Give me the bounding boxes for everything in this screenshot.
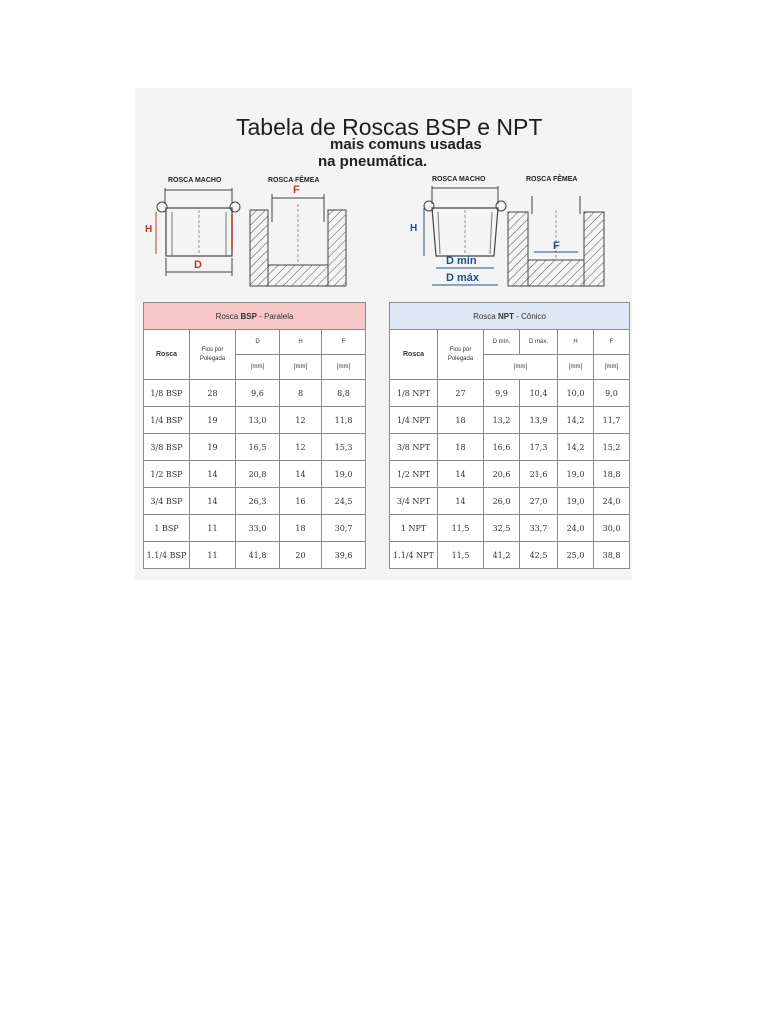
npt-cell: 24,0 — [558, 515, 594, 542]
npt-cell: 21,6 — [520, 461, 558, 488]
thread-diagrams — [0, 0, 768, 300]
bsp-table-row — [144, 407, 366, 434]
bsp-col-h: H — [280, 330, 322, 355]
bsp-col-fios: Fios por Polegada — [190, 330, 236, 380]
bsp-cell: 18 — [280, 515, 322, 542]
bsp-col-rosca: Rosca — [144, 330, 190, 380]
bsp-cell: 11 — [190, 542, 236, 569]
npt-cell: 9,0 — [594, 380, 630, 407]
bsp-cell: 8,8 — [322, 380, 366, 407]
bsp-cell: 12 — [280, 407, 322, 434]
bsp-cell: 8 — [280, 380, 322, 407]
npt-cell: 3/4 NPT — [390, 488, 438, 515]
npt-cell: 14 — [438, 461, 484, 488]
bsp-table-row — [144, 434, 366, 461]
npt-cell: 18,8 — [594, 461, 630, 488]
npt-cell: 27 — [438, 380, 484, 407]
npt-cell: 26,0 — [484, 488, 520, 515]
npt-male-diagram — [424, 186, 506, 285]
subtitle-line-1: mais comuns usadas — [330, 136, 482, 153]
bsp-cell: 19 — [190, 434, 236, 461]
npt-cell: 19,0 — [558, 461, 594, 488]
npt-unit-d: [mm] — [484, 355, 558, 380]
npt-col-dmax: D máx. — [520, 330, 558, 355]
npt-male-label: ROSCA MACHO — [432, 176, 486, 183]
npt-cell: 1/8 NPT — [390, 380, 438, 407]
bsp-cell: 1/8 BSP — [144, 380, 190, 407]
bsp-table-row — [144, 488, 366, 515]
bsp-female-label: ROSCA FÊMEA — [268, 177, 320, 184]
npt-table-row — [390, 542, 630, 569]
npt-cell: 10,0 — [558, 380, 594, 407]
bsp-h-label: H — [145, 224, 153, 235]
bsp-table — [143, 302, 366, 569]
npt-col-f: F — [594, 330, 630, 355]
bsp-cell: 1/4 BSP — [144, 407, 190, 434]
bsp-cell: 12 — [280, 434, 322, 461]
npt-cell: 18 — [438, 434, 484, 461]
npt-cell: 1/2 NPT — [390, 461, 438, 488]
bsp-cell: 26,3 — [236, 488, 280, 515]
page-title: Tabela de Roscas BSP e NPT — [236, 114, 543, 140]
bsp-cell: 28 — [190, 380, 236, 407]
bsp-cell: 20,8 — [236, 461, 280, 488]
npt-col-h: H — [558, 330, 594, 355]
bsp-cell: 16,5 — [236, 434, 280, 461]
bsp-table-row — [144, 461, 366, 488]
subtitle-line-2: na pneumática. — [318, 153, 428, 170]
bsp-cell: 16 — [280, 488, 322, 515]
npt-cell: 27,0 — [520, 488, 558, 515]
npt-f-label: F — [553, 240, 560, 252]
bsp-cell: 30,7 — [322, 515, 366, 542]
bsp-unit-f: [mm] — [322, 355, 366, 380]
npt-cell: 24,0 — [594, 488, 630, 515]
bsp-table-row — [144, 515, 366, 542]
npt-cell: 14,2 — [558, 434, 594, 461]
npt-cell: 11,5 — [438, 542, 484, 569]
npt-cell: 42,5 — [520, 542, 558, 569]
npt-table-title: Rosca NPT - Cônico — [390, 303, 630, 330]
bsp-cell: 33,0 — [236, 515, 280, 542]
npt-cell: 15,2 — [594, 434, 630, 461]
bsp-male-label: ROSCA MACHO — [168, 177, 222, 184]
bsp-unit-h: [mm] — [280, 355, 322, 380]
bsp-cell: 19,0 — [322, 461, 366, 488]
npt-table-row — [390, 434, 630, 461]
bsp-female-diagram — [250, 194, 346, 286]
npt-cell: 14,2 — [558, 407, 594, 434]
npt-cell: 17,3 — [520, 434, 558, 461]
npt-col-dmin: D mín. — [484, 330, 520, 355]
npt-table-row — [390, 407, 630, 434]
npt-table-row — [390, 380, 630, 407]
bsp-cell: 24,5 — [322, 488, 366, 515]
npt-cell: 18 — [438, 407, 484, 434]
bsp-table-row — [144, 380, 366, 407]
npt-cell: 11,5 — [438, 515, 484, 542]
bsp-cell: 3/8 BSP — [144, 434, 190, 461]
bsp-cell: 14 — [190, 461, 236, 488]
npt-cell: 30,0 — [594, 515, 630, 542]
npt-dmin-label: D mín — [446, 255, 477, 267]
bsp-col-d: D — [236, 330, 280, 355]
npt-cell: 25,0 — [558, 542, 594, 569]
npt-h-label: H — [410, 223, 418, 234]
bsp-f-label: F — [293, 184, 300, 196]
npt-cell: 20,6 — [484, 461, 520, 488]
npt-table-row — [390, 515, 630, 542]
npt-female-label: ROSCA FÊMEA — [526, 176, 578, 183]
bsp-cell: 3/4 BSP — [144, 488, 190, 515]
bsp-unit-d: [mm] — [236, 355, 280, 380]
npt-cell: 38,8 — [594, 542, 630, 569]
bsp-cell: 11 — [190, 515, 236, 542]
npt-cell: 1 NPT — [390, 515, 438, 542]
npt-cell: 1/4 NPT — [390, 407, 438, 434]
npt-table-row — [390, 488, 630, 515]
bsp-cell: 19 — [190, 407, 236, 434]
npt-cell: 32,5 — [484, 515, 520, 542]
npt-col-rosca: Rosca — [390, 330, 438, 380]
bsp-cell: 41,8 — [236, 542, 280, 569]
npt-cell: 11,7 — [594, 407, 630, 434]
bsp-cell: 1/2 BSP — [144, 461, 190, 488]
bsp-cell: 39,6 — [322, 542, 366, 569]
npt-cell: 13,2 — [484, 407, 520, 434]
npt-cell: 33,7 — [520, 515, 558, 542]
npt-dmax-label: D máx — [446, 272, 480, 284]
bsp-cell: 20 — [280, 542, 322, 569]
npt-cell: 13,9 — [520, 407, 558, 434]
npt-cell: 14 — [438, 488, 484, 515]
bsp-cell: 13,0 — [236, 407, 280, 434]
npt-unit-h: [mm] — [558, 355, 594, 380]
bsp-d-label: D — [194, 259, 202, 271]
npt-table-row — [390, 461, 630, 488]
npt-cell: 9,9 — [484, 380, 520, 407]
bsp-cell: 9,6 — [236, 380, 280, 407]
bsp-cell: 1.1/4 BSP — [144, 542, 190, 569]
bsp-cell: 15,3 — [322, 434, 366, 461]
bsp-cell: 11,8 — [322, 407, 366, 434]
bsp-cell: 14 — [280, 461, 322, 488]
bsp-col-f: F — [322, 330, 366, 355]
npt-table — [389, 302, 630, 569]
bsp-table-title: Rosca BSP - Paralela — [144, 303, 366, 330]
npt-cell: 41,2 — [484, 542, 520, 569]
npt-cell: 19,0 — [558, 488, 594, 515]
bsp-cell: 1 BSP — [144, 515, 190, 542]
npt-cell: 16,6 — [484, 434, 520, 461]
bsp-table-row — [144, 542, 366, 569]
npt-unit-f: [mm] — [594, 355, 630, 380]
bsp-cell: 14 — [190, 488, 236, 515]
npt-cell: 1.1/4 NPT — [390, 542, 438, 569]
npt-cell: 10,4 — [520, 380, 558, 407]
npt-cell: 3/8 NPT — [390, 434, 438, 461]
npt-col-fios: Fios por Polegada — [438, 330, 484, 380]
